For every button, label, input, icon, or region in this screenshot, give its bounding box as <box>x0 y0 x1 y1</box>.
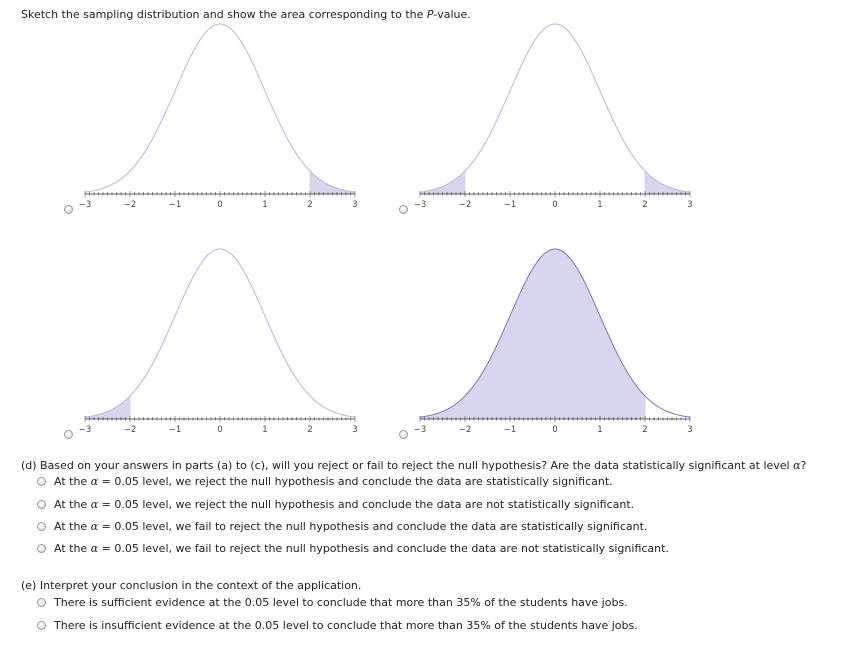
shaded-region-2 <box>645 171 690 194</box>
normal-curve-chart <box>80 247 370 442</box>
plot-option-3-radio[interactable] <box>64 430 73 439</box>
part-d-option-4-label: At the α = 0.05 level, we fail to reject the null hypothesis and conclude the data are not statistically significant. <box>54 541 669 555</box>
tick-label: −1 <box>503 425 517 435</box>
part-e-question: (e) Interpret your conclusion in the context of the application. <box>21 579 362 592</box>
part-d-question: (d) Based on your answers in parts (a) to (c), will you reject or fail to reject the null hypothesis? Are the data statistically significant at level α? <box>21 459 807 472</box>
tick-label: −2 <box>123 200 137 210</box>
tick-label: 1 <box>597 200 603 210</box>
part-d-option-3-radio[interactable] <box>37 522 46 531</box>
plot-option-1-radio[interactable] <box>64 205 73 214</box>
normal-curve <box>85 249 355 417</box>
plot-option-4-radio[interactable] <box>399 430 408 439</box>
shaded-region-1 <box>310 171 355 194</box>
tick-label: 2 <box>642 425 648 435</box>
normal-curve-chart <box>415 22 705 217</box>
p-symbol: P <box>426 8 434 21</box>
tick-label: −2 <box>458 200 472 210</box>
tick-label: 1 <box>262 200 268 210</box>
normal-curve <box>85 24 355 192</box>
tick-label: 0 <box>217 200 223 210</box>
tick-label: 0 <box>552 200 558 210</box>
tick-label: −3 <box>78 425 92 435</box>
part-d-option-1-label: At the α = 0.05 level, we reject the null hypothesis and conclude the data are statistically significant. <box>54 474 613 488</box>
distribution-plot-1 <box>80 22 370 217</box>
shaded-region-1 <box>85 396 130 419</box>
shaded-region-1 <box>420 249 645 419</box>
tick-label: −1 <box>168 200 182 210</box>
tick-label: 0 <box>217 425 223 435</box>
tick-label: 3 <box>687 425 693 435</box>
tick-label: −3 <box>413 425 427 435</box>
shaded-region-1 <box>420 171 465 194</box>
part-e-option-2-label: There is insufficient evidence at the 0.05 level to conclude that more than 35% of the students have jobs. <box>54 618 638 632</box>
part-d-option-3-label: At the α = 0.05 level, we fail to reject the null hypothesis and conclude the data are statistically significant. <box>54 519 648 533</box>
question-prompt: Sketch the sampling distribution and show the area corresponding to the P-value. <box>21 8 471 21</box>
part-e-option-1-radio[interactable] <box>37 598 46 607</box>
tick-label: 0 <box>552 425 558 435</box>
distribution-plot-2 <box>415 22 705 217</box>
part-e-option-1-label: There is sufficient evidence at the 0.05 level to conclude that more than 35% of the students have jobs. <box>54 595 628 609</box>
tick-label: 3 <box>352 200 358 210</box>
tick-label: 2 <box>307 425 313 435</box>
tick-label: 2 <box>307 200 313 210</box>
normal-curve <box>420 24 690 192</box>
part-e-option-2-radio[interactable] <box>37 621 46 630</box>
part-e-option-1[interactable] <box>37 595 628 609</box>
tick-label: −3 <box>413 200 427 210</box>
tick-label: −1 <box>168 425 182 435</box>
part-d-option-1-radio[interactable] <box>37 477 46 486</box>
part-d-option-4-radio[interactable] <box>37 544 46 553</box>
tick-label: −3 <box>78 200 92 210</box>
normal-curve-chart <box>80 22 370 217</box>
normal-curve-chart <box>415 247 705 442</box>
tick-label: −2 <box>123 425 137 435</box>
tick-label: 3 <box>352 425 358 435</box>
tick-label: 3 <box>687 200 693 210</box>
tick-label: −1 <box>503 200 517 210</box>
part-d-option-2[interactable] <box>37 497 634 511</box>
part-d-option-4[interactable] <box>37 541 669 555</box>
tick-label: 1 <box>262 425 268 435</box>
distribution-plot-4 <box>415 247 705 442</box>
distribution-plot-3 <box>80 247 370 442</box>
part-e-option-2[interactable] <box>37 618 638 632</box>
tick-label: 2 <box>642 200 648 210</box>
part-d-option-3[interactable] <box>37 519 647 533</box>
tick-label: 1 <box>597 425 603 435</box>
part-d-option-1[interactable] <box>37 474 613 488</box>
part-d-option-2-label: At the α = 0.05 level, we reject the null hypothesis and conclude the data are not statistically significant. <box>54 497 635 511</box>
tick-label: −2 <box>458 425 472 435</box>
part-d-option-2-radio[interactable] <box>37 500 46 509</box>
plot-option-2-radio[interactable] <box>399 205 408 214</box>
